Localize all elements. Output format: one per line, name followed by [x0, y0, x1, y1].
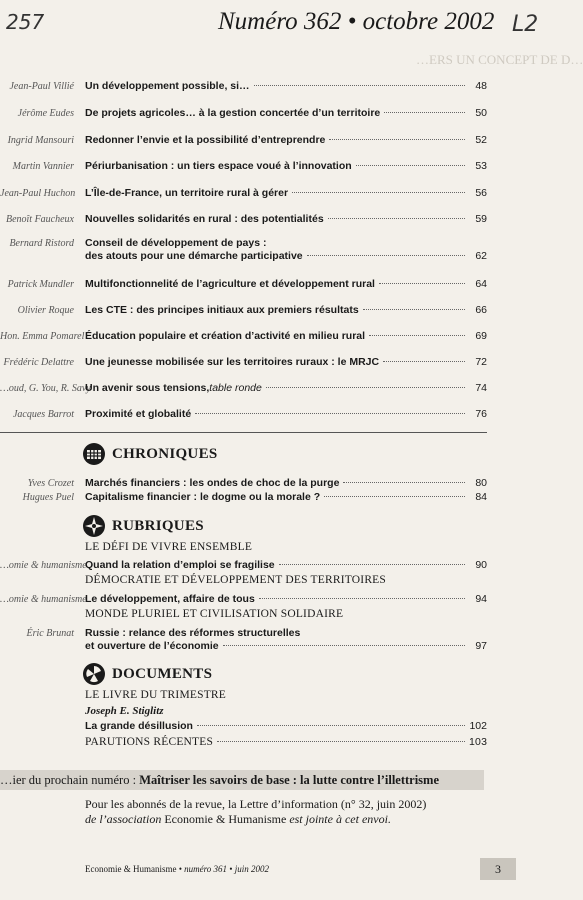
- toc-title: Une jeunesse mobilisée sur les territoires ruraux : le MRJC: [85, 356, 380, 368]
- toc-title: Marchés financiers : les ondes de choc de la purge: [85, 477, 340, 489]
- toc-page: 52: [475, 134, 487, 146]
- toc-author: Jacques Barrot: [12, 409, 74, 420]
- issue-title: Numéro 362 • octobre 2002: [218, 8, 495, 35]
- toc-title: Éducation populaire et création d’activité en milieu rural: [85, 330, 366, 342]
- toc-author: Jérôme Eudes: [17, 108, 74, 119]
- toc-author: Frédéric Delattre: [3, 357, 74, 368]
- toc-author: Ingrid Mansouri: [7, 135, 74, 146]
- toc-title: De projets agricoles… à la gestion concertée d’un territoire: [85, 107, 381, 119]
- toc-author: Patrick Mundler: [7, 279, 74, 290]
- section-chroniques: [82, 442, 218, 466]
- toc-title: des atouts pour une démarche participative: [85, 250, 303, 262]
- toc-author: Yves Crozet: [27, 478, 74, 489]
- toc-title: Nouvelles solidarités en rural : des potentialités: [85, 213, 324, 225]
- toc-author: Jean-Paul Villié: [9, 81, 74, 92]
- toc-title: Un avenir sous tensions,: [85, 382, 210, 394]
- toc-title: Russie : relance des réformes structurelles: [85, 627, 301, 639]
- toc-author: Éric Brunat: [26, 628, 74, 639]
- toc-author: Bernard Ristord: [9, 238, 74, 249]
- toc-page: 69: [475, 330, 487, 342]
- section-rubriques: [82, 514, 204, 538]
- handwritten-note-right: L2: [512, 12, 539, 37]
- toc-author: Martin Vannier: [12, 161, 74, 172]
- toc-page: 90: [475, 559, 487, 571]
- toc-title: L’Île-de-France, un territoire rural à gérer: [85, 187, 289, 199]
- section-documents: [82, 662, 212, 686]
- toc-page: 97: [475, 640, 487, 652]
- toc-page: 64: [475, 278, 487, 290]
- toc-author: Olivier Roque: [17, 305, 74, 316]
- toc-page: 76: [475, 408, 487, 420]
- globe-grid-icon: [82, 442, 106, 466]
- handwritten-note-left: 257: [6, 10, 45, 34]
- next-issue-topic: Maîtriser les savoirs de base : la lutte contre l’illettrisme: [139, 773, 440, 787]
- toc-author: Hon. Emma Pomarel: [0, 331, 85, 342]
- toc-title: Le développement, affaire de tous: [85, 593, 255, 605]
- toc-title: Redonner l’envie et la possibilité d’entreprendre: [85, 134, 326, 146]
- compass-star-icon: [82, 514, 106, 538]
- parutions-row[interactable]: [85, 736, 487, 748]
- toc-title-italic: table ronde: [209, 382, 262, 394]
- toc-title: et ouverture de l’économie: [85, 640, 219, 652]
- page-number: 3: [480, 858, 516, 880]
- toc-page: 62: [475, 250, 487, 262]
- toc-title: Quand la relation d’emploi se fragilise: [85, 559, 275, 571]
- toc-page: 72: [475, 356, 487, 368]
- toc-title: Conseil de développement de pays :: [85, 237, 267, 249]
- toc-page: 103: [469, 736, 488, 748]
- next-issue-banner: [0, 770, 484, 790]
- notice-line-1: Pour les abonnés de la revue, la Lettre d’information (n° 32, juin 2002): [85, 797, 427, 811]
- notice-line-2: de l’association Economie & Humanisme est jointe à cet envoi.: [85, 812, 391, 826]
- toc-author: Jean-Paul Huchon: [0, 188, 76, 199]
- toc-page: 48: [475, 80, 487, 92]
- toc-title: Proximité et globalité: [85, 408, 192, 420]
- toc-title: La grande désillusion: [85, 720, 193, 732]
- bleed-through-text: …ERS UN CONCEPT DE D…: [416, 52, 583, 67]
- next-issue-prefix: …ier du prochain numéro :: [0, 773, 140, 787]
- section-title: RUBRIQUES: [112, 517, 204, 534]
- toc-title: Un développement possible, si…: [85, 80, 250, 92]
- toc-page: 80: [475, 477, 487, 489]
- subscriber-notice: [85, 797, 485, 827]
- toc-page: 84: [475, 491, 487, 503]
- toc-page: 74: [475, 382, 487, 394]
- toc-page: 50: [475, 107, 487, 119]
- toc-page: 53: [475, 160, 487, 172]
- pinwheel-icon: [82, 662, 106, 686]
- section-title: CHRONIQUES: [112, 445, 218, 462]
- toc-author: …oud, G. You, R. Savy: [0, 383, 91, 394]
- parutions-heading: PARUTIONS RÉCENTES: [85, 736, 214, 748]
- toc-page: 94: [475, 593, 487, 605]
- footer-issue: • numéro 361 • juin 2002: [176, 864, 269, 874]
- rubrique-heading: MONDE PLURIEL ET CIVILISATION SOLIDAIRE: [85, 608, 344, 620]
- section-divider: [0, 432, 487, 433]
- toc-author: …omie & humanisme: [0, 594, 87, 605]
- toc-author: Benoît Faucheux: [5, 214, 74, 225]
- toc-title: Multifonctionnelité de l’agriculture et développement rural: [85, 278, 375, 290]
- livre-author: Joseph E. Stiglitz: [85, 705, 164, 717]
- toc-page: 56: [475, 187, 487, 199]
- rubrique-heading: LE DÉFI DE VIVRE ENSEMBLE: [85, 541, 253, 553]
- toc-title: Capitalisme financier : le dogme ou la morale ?: [85, 491, 321, 503]
- rubrique-heading: DÉMOCRATIE ET DÉVELOPPEMENT DES TERRITOIRES: [85, 574, 387, 586]
- footer-publication: Economie & Humanisme: [85, 864, 177, 874]
- section-title: DOCUMENTS: [112, 665, 213, 682]
- toc-title: Périurbanisation : un tiers espace voué à l’innovation: [85, 160, 352, 172]
- livre-heading: LE LIVRE DU TRIMESTRE: [85, 689, 227, 701]
- page-footer: [85, 864, 269, 874]
- toc-title: Les CTE : des principes initiaux aux premiers résultats: [85, 304, 359, 316]
- toc-author: Hugues Puel: [22, 492, 74, 503]
- toc-page: 102: [469, 720, 487, 732]
- toc-page: 66: [475, 304, 487, 316]
- toc-author: …omie & humanisme: [0, 560, 87, 571]
- toc-page: 59: [475, 213, 487, 225]
